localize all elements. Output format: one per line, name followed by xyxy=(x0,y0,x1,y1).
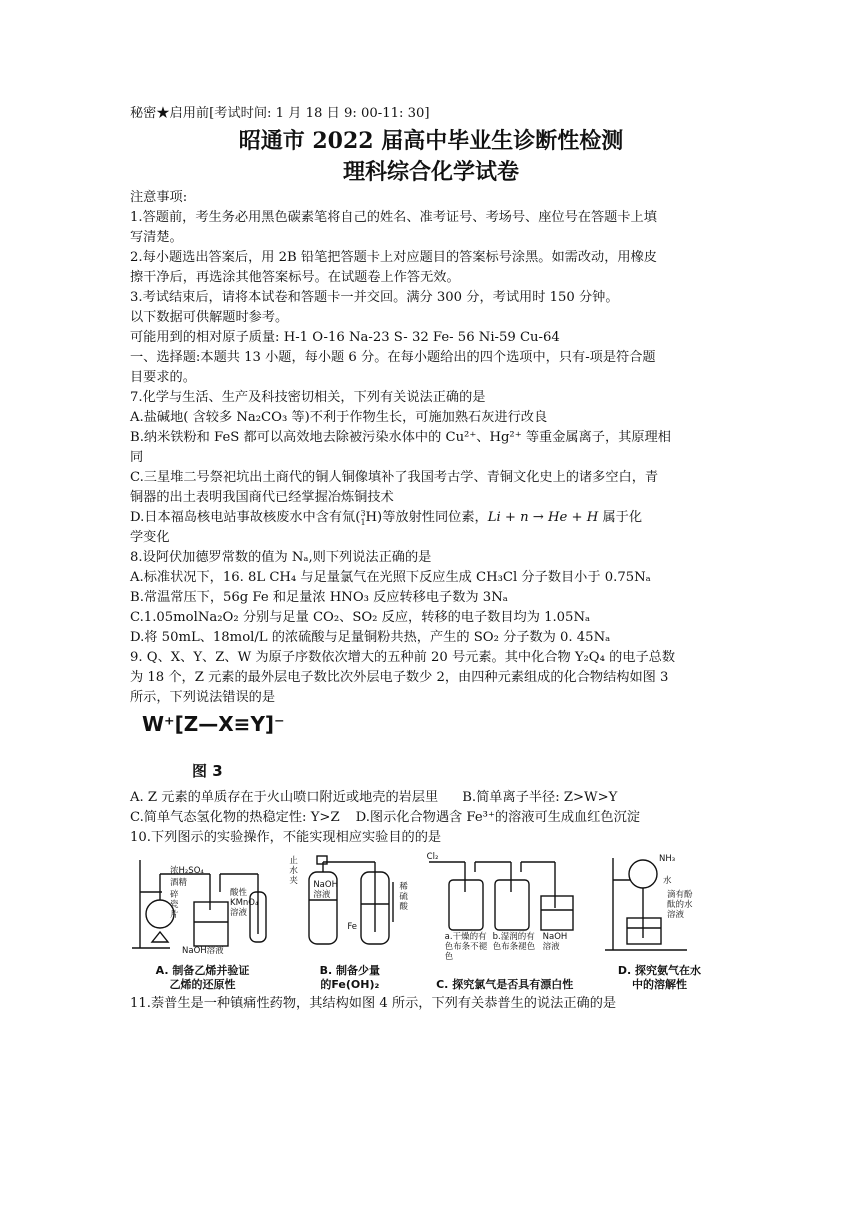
apparatus-b-caption xyxy=(277,964,422,992)
q8-stem: 8.设阿伏加德罗常数的值为 Nₐ,则下列说法正确的是 xyxy=(130,550,432,565)
q7-option-c1: C.三星堆二号祭祀坑出土商代的铜人铜像填补了我国考古学、青铜文化史上的诸多空白，青 xyxy=(130,470,659,485)
q8-option-a: A.标准状况下，16. 8L CH₄ 与足量氯气在光照下反应生成 CH₃Cl 分子数目小于 0.75Nₐ xyxy=(130,570,651,585)
apparatus-d-label-nh3: NH₃ xyxy=(658,854,676,864)
q7-option-b1: B.纳米铁粉和 FeS 都可以高效地去除被污染水体中的 Cu²⁺、Hg²⁺ 等重金属离子，其原理相 xyxy=(130,430,671,445)
q9-stem-3: 所示，下列说法错误的是 xyxy=(130,690,276,705)
apparatus-a-label-kmno4: 酸性KMnO₄溶液 xyxy=(230,888,259,918)
apparatus-a-caption xyxy=(130,964,275,992)
q7-option-c2: 铜器的出土表明我国商代已经掌握冶炼铜技术 xyxy=(130,490,394,505)
page-title: 昭通市 2022 届高中毕业生诊断性检测 xyxy=(238,128,624,154)
q7-option-b2: 同 xyxy=(130,450,144,465)
apparatus-c-label-naoh: NaOH溶液 xyxy=(542,932,568,952)
notice-2b: 擦干净后，再选涂其他答案标号。在试题卷上作答无效。 xyxy=(130,270,460,285)
q7-d-mid: H)等放射性同位素， xyxy=(365,510,488,525)
apparatus-b-caption-1: B. 制备少量 xyxy=(319,964,381,977)
apparatus-b xyxy=(277,852,422,992)
secret-line: 秘密★启用前[考试时间: 1 月 18 日 9: 00-11: 30] xyxy=(130,106,430,121)
q8-option-b: B.常温常压下，56g Fe 和足量浓 HNO₃ 反应转移电子数为 3Nₐ xyxy=(130,590,508,605)
apparatus-d-caption-2: 中的溶解性 xyxy=(631,978,687,991)
apparatus-d-label-water: 水 xyxy=(662,876,672,886)
figure-3-caption: 图 3 xyxy=(192,762,223,780)
q9-stem-2: 为 18 个，Z 元素的最外层电子数比次外层电子数少 2，由四种元素组成的化合物结构如图 3 xyxy=(130,670,669,685)
apparatus-a-label-acid: 浓H₂SO₄ xyxy=(170,866,204,876)
section1-a: 一、选择题:本题共 13 小题，每小题 6 分。在每小题给出的四个选项中，只有-项是符合题 xyxy=(130,350,656,365)
apparatus-a-caption-2: 乙烯的还原性 xyxy=(169,978,236,991)
notice-1b: 写清楚。 xyxy=(130,230,183,245)
apparatus-a-caption-1: A. 制备乙烯并验证 xyxy=(155,964,250,977)
nuclear-equation: Li + n → He + H xyxy=(487,510,599,525)
notice-heading: 注意事项: xyxy=(130,190,188,205)
apparatus-c-caption xyxy=(425,978,585,992)
apparatus-c-label-b: b.湿润的有色布条褪色 xyxy=(492,932,536,952)
q7-option-a: A.盐碱地( 含较多 Na₂CO₃ 等)不利于作物生长，可施加熟石灰进行改良 xyxy=(130,410,548,425)
apparatus-a-label-alcohol: 酒精 xyxy=(170,878,188,888)
tritium-index: 3 1 xyxy=(360,508,366,527)
notice-3: 3.考试结束后，请将本试卷和答题卡一并交回。满分 300 分，考试用时 150 分钟。 xyxy=(130,290,619,305)
q8-option-d: D.将 50mL、18mol/L 的浓硫酸与足量铜粉共热，产生的 SO₂ 分子数为 0. 45Nₐ xyxy=(130,630,611,645)
notice-4: 以下数据可供解题时参考。 xyxy=(130,310,289,325)
q9-option-d: D.图示化合物遇含 Fe³⁺的溶液可生成血红色沉淀 xyxy=(355,810,640,825)
page-subtitle: 理科综合化学试卷 xyxy=(342,159,519,185)
apparatus-a xyxy=(130,852,275,992)
apparatus-c xyxy=(425,852,585,992)
figure-3 xyxy=(130,708,732,788)
apparatus-b-label-acid: 稀硫酸 xyxy=(399,882,408,912)
notice-1a: 1.答题前，考生务必用黑色碳素笔将自己的姓名、准考证号、考场号、座位号在答题卡上填 xyxy=(130,210,657,225)
notice-2a: 2.每小题选出答案后，用 2B 铅笔把答题卡上对应题目的答案标号涂黑。如需改动，用橡皮 xyxy=(130,250,657,265)
apparatus-b-label-clamp: 止水夹 xyxy=(289,856,298,886)
q9-option-b: B.简单离子半径: Z>W>Y xyxy=(462,790,618,805)
apparatus-d-caption xyxy=(587,964,732,992)
apparatus-c-label-a: a.干燥的有色布条不褪色 xyxy=(444,932,488,962)
q9-option-a: A. Z 元素的单质存在于火山喷口附近或地壳的岩层里 xyxy=(130,790,439,805)
apparatus-d xyxy=(587,852,732,992)
q7-d-pre: D.日本福岛核电站事故核废水中含有氚( xyxy=(130,510,361,525)
apparatus-a-label-naoh: NaOH溶液 xyxy=(182,946,224,956)
apparatus-c-caption-1: C. 探究氯气是否具有漂白性 xyxy=(436,978,574,991)
q8-option-c: C.1.05molNa₂O₂ 分别与足量 CO₂、SO₂ 反应，转移的电子数目均为 1.05Nₐ xyxy=(130,610,591,625)
q10-stem: 10.下列图示的实验操作，不能实现相应实验目的的是 xyxy=(130,830,442,845)
q7-stem: 7.化学与生活、生产及科技密切相关，下列有关说法正确的是 xyxy=(130,390,486,405)
atomic-masses: 可能用到的相对原子质量: H-1 O-16 Na-23 S- 32 Fe- 56 Ni-59 Cu-64 xyxy=(130,330,560,345)
exam-page xyxy=(130,104,732,1014)
q9-options-ab xyxy=(130,788,732,808)
q7-d-post: 属于化 xyxy=(602,510,643,525)
apparatus-b-label-fe: Fe xyxy=(347,922,357,932)
apparatus-a-label-porcelain: 碎瓷片 xyxy=(170,890,179,920)
q9-option-c: C.简单气态氢化物的热稳定性: Y>Z xyxy=(130,810,340,825)
q7-option-d1 xyxy=(130,508,732,528)
apparatus-b-caption-2: 的Fe(OH)₂ xyxy=(320,978,380,991)
apparatus-c-label-cl2: Cl₂ xyxy=(426,852,439,862)
q7-option-d2: 学变化 xyxy=(130,530,170,545)
q9-options-cd xyxy=(130,808,732,828)
apparatus-d-drawing xyxy=(587,852,732,957)
apparatus-d-label-solution: 滴有酚酞的水溶液 xyxy=(666,890,693,920)
q10-apparatus-row xyxy=(130,852,732,992)
q11-stem: 11.萘普生是一种镇痛性药物，其结构如图 4 所示，下列有关恭普生的说法正确的是 xyxy=(130,996,617,1011)
structure-formula: W⁺[Z—X≡Y]⁻ xyxy=(142,712,285,736)
q9-stem-1: 9. Q、X、Y、Z、W 为原子序数依次增大的五种前 20 号元素。其中化合物 Y₂Q₄ 的电子总数 xyxy=(130,650,676,665)
apparatus-b-label-naoh: NaOH溶液 xyxy=(313,880,338,900)
apparatus-d-caption-1: D. 探究氨气在水 xyxy=(617,964,702,977)
section1-b: 目要求的。 xyxy=(130,370,196,385)
